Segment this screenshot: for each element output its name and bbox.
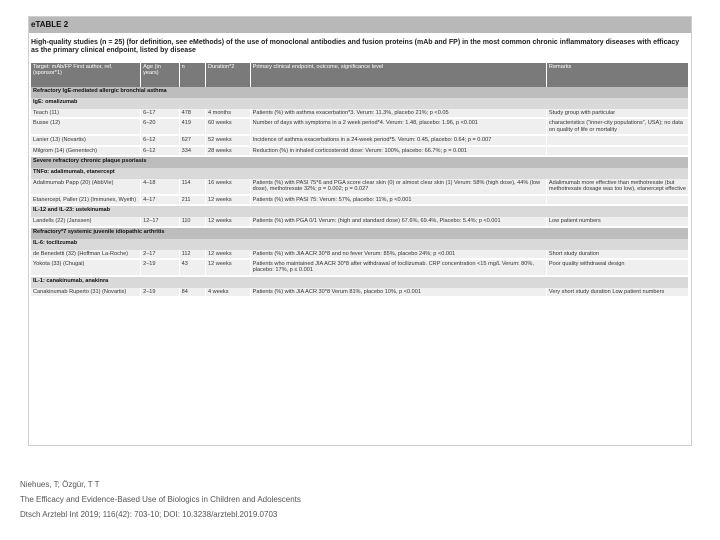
cell-endpoint: Patients (%) with asthma exacerbation*3. Verum: 11.3%, placebo 21%; p <0.05 (250, 109, 546, 118)
cell-duration: 12 weeks (206, 259, 251, 276)
cell-n: 478 (179, 109, 205, 118)
citation-authors: Niehues, T; Özgür, T T (20, 480, 100, 489)
cell-remarks: Study group with particular (546, 109, 688, 118)
section-row (31, 156, 689, 168)
cell-age: 6–12 (141, 135, 180, 145)
table-row (31, 195, 689, 205)
cell-endpoint: Patients (%) with PASI 75*6 and PGA score clear skin (0) or almost clear skin (1) Verum: 58% (high dose), 44% (low dose), methotrexate 32%; p = 0.002; p = 0.027 (250, 179, 546, 195)
cell-remarks: Very short study duration Low patient numbers (546, 288, 688, 297)
cell-n: 110 (179, 217, 205, 226)
cell-author: Canakinumab Ruperto (31) (Novartis) (31, 288, 141, 297)
header-n: n (179, 63, 205, 87)
cell-age: 6–20 (141, 118, 180, 135)
cell-n: 419 (179, 118, 205, 135)
table-row (31, 146, 689, 156)
cell-n: 627 (179, 135, 205, 145)
cell-n: 43 (179, 259, 205, 276)
group-heading: IL-6: tocilizumab (31, 239, 689, 250)
cell-age: 4–18 (141, 179, 180, 195)
cell-author: Landells (22) (Janssen) (31, 217, 141, 226)
group-heading: IL-1: canakinumab, anakinra (31, 276, 689, 288)
table-title: High-quality studies (n = 25) (for definition, see eMethods) of the use of monoclonal antibodies and fusion proteins (mAb and FP) in the most common chronic inflammatory diseases with efficacy as the primary clinical endpoint, listed by disease (31, 39, 680, 54)
group-heading: IL-12 and IL-23: ustekinumab (31, 205, 689, 217)
header-endpoint: Primary clinical endpoint, outcome, significance level (250, 63, 546, 87)
header-age: Age (in years) (141, 63, 180, 87)
cell-remarks: characteristics (“inner-city populations”, USA); no data on quality of life or mortality (546, 118, 688, 135)
cell-duration: 28 weeks (206, 146, 251, 156)
header-duration: Duration*2 (206, 63, 251, 87)
cell-duration: 52 weeks (206, 135, 251, 145)
studies-table (31, 63, 689, 298)
table-row (31, 217, 689, 226)
cell-n: 334 (179, 146, 205, 156)
section-heading: Refractory IgE-mediated allergic bronchial asthma (31, 87, 689, 98)
cell-duration: 4 months (206, 109, 251, 118)
cell-duration: 16 weeks (206, 179, 251, 195)
cell-age: 4–17 (141, 195, 180, 205)
cell-remarks: Low patient numbers (546, 217, 688, 226)
cell-age: 6–12 (141, 146, 180, 156)
cell-author: Etanercept, Paller (21) (Immunex, Wyeth) (31, 195, 141, 205)
cell-age: 12–17 (141, 217, 180, 226)
cell-endpoint: Incidence of asthma exacerbations in a 24-week period*5. Verum: 0.45, placebo: 0.64; p = 0.007 (250, 135, 546, 145)
header-row (31, 63, 689, 87)
cell-duration: 12 weeks (206, 217, 251, 226)
cell-duration: 12 weeks (206, 250, 251, 259)
cell-age: 6–17 (141, 109, 180, 118)
table-row (31, 118, 689, 135)
section-heading: Severe refractory chronic plaque psoriasis (31, 156, 689, 168)
cell-author: Teach (11) (31, 109, 141, 118)
group-row (31, 239, 689, 250)
cell-age: 2–19 (141, 288, 180, 297)
section-heading: Refractory*7 systemic juvenile idiopathic arthritis (31, 227, 689, 239)
cell-remarks (546, 146, 688, 156)
cell-author: de Benedetti (32) (Hoffman La-Roche) (31, 250, 141, 259)
header-author: Target: mAb/FP First author, ref. (sponsor*1) (31, 63, 141, 87)
citation-journal: Dtsch Arztebl Int 2019; 116(42): 703-10; DOI: 10.3238/arztebl.2019.0703 (20, 510, 278, 519)
table-label: eTABLE 2 (29, 17, 691, 33)
cell-duration: 4 weeks (206, 288, 251, 297)
group-row (31, 168, 689, 179)
group-row (31, 276, 689, 288)
cell-duration: 60 weeks (206, 118, 251, 135)
cell-endpoint: Number of days with symptoms in a 2 week period*4. Verum: 1.48, placebo: 1.96, p <0.001 (250, 118, 546, 135)
cell-remarks: Short study duration (546, 250, 688, 259)
header-remarks: Remarks (546, 63, 688, 87)
citation (20, 477, 301, 522)
cell-endpoint: Patients (%) with JIA ACR 30*8 Verum 81%, placebo 10%, p <0.001 (250, 288, 546, 297)
citation-article: The Efficacy and Evidence-Based Use of Biologics in Children and Adolescents (20, 495, 301, 504)
cell-author: Busse (12) (31, 118, 141, 135)
cell-author: Yokota (33) (Chugai) (31, 259, 141, 276)
table-row (31, 288, 689, 297)
section-row (31, 227, 689, 239)
cell-remarks: Poor quality withdrawal design (546, 259, 688, 276)
table-row (31, 179, 689, 195)
group-heading: TNFα: adalimumab, etanercept (31, 168, 689, 179)
cell-remarks (546, 195, 688, 205)
cell-n: 84 (179, 288, 205, 297)
cell-endpoint: Reduction (%) in inhaled corticosteroid dose: Verum: 100%, placebo: 66.7%; p = 0.001 (250, 146, 546, 156)
group-heading: IgE: omalizumab (31, 98, 689, 109)
cell-n: 112 (179, 250, 205, 259)
cell-remarks: Adalimumab more effective than methotrexate (but methotrexate dosage was too low), etanercept effective (546, 179, 688, 195)
cell-author: Milgrom (14) (Genentech) (31, 146, 141, 156)
table-row (31, 259, 689, 276)
cell-endpoint: Patients (%) with JIA ACR 30*8 and no fever Verum: 85%, placebo 24%; p <0.001 (250, 250, 546, 259)
table-row (31, 109, 689, 118)
cell-n: 211 (179, 195, 205, 205)
cell-endpoint: Patients who maintained JIA ACR 30*8 after withdrawal of tocilizumab. CRP concentration <15 mg/L Verum: 80%, placebo: 17%, p ≤ 0.001 (250, 259, 546, 276)
cell-remarks (546, 135, 688, 145)
cell-n: 114 (179, 179, 205, 195)
table-figure (28, 16, 692, 446)
cell-duration: 12 weeks (206, 195, 251, 205)
table-row (31, 250, 689, 259)
table-row (31, 135, 689, 145)
table-body (31, 87, 689, 297)
cell-endpoint: Patients (%) with PASI 75: Verum: 57%, placebo: 11%, p <0.001 (250, 195, 546, 205)
cell-author: Adalimumab Papp (20) (AbbVie) (31, 179, 141, 195)
group-row (31, 205, 689, 217)
group-row (31, 98, 689, 109)
cell-age: 2–17 (141, 250, 180, 259)
cell-author: Lanier (13) (Novartis) (31, 135, 141, 145)
section-row (31, 87, 689, 98)
cell-endpoint: Patients (%) with PGA 0/1 Verum: (high and standard dose) 67.6%, 69.4%, Placebo: 5.4%; p <0.001 (250, 217, 546, 226)
cell-age: 2–19 (141, 259, 180, 276)
